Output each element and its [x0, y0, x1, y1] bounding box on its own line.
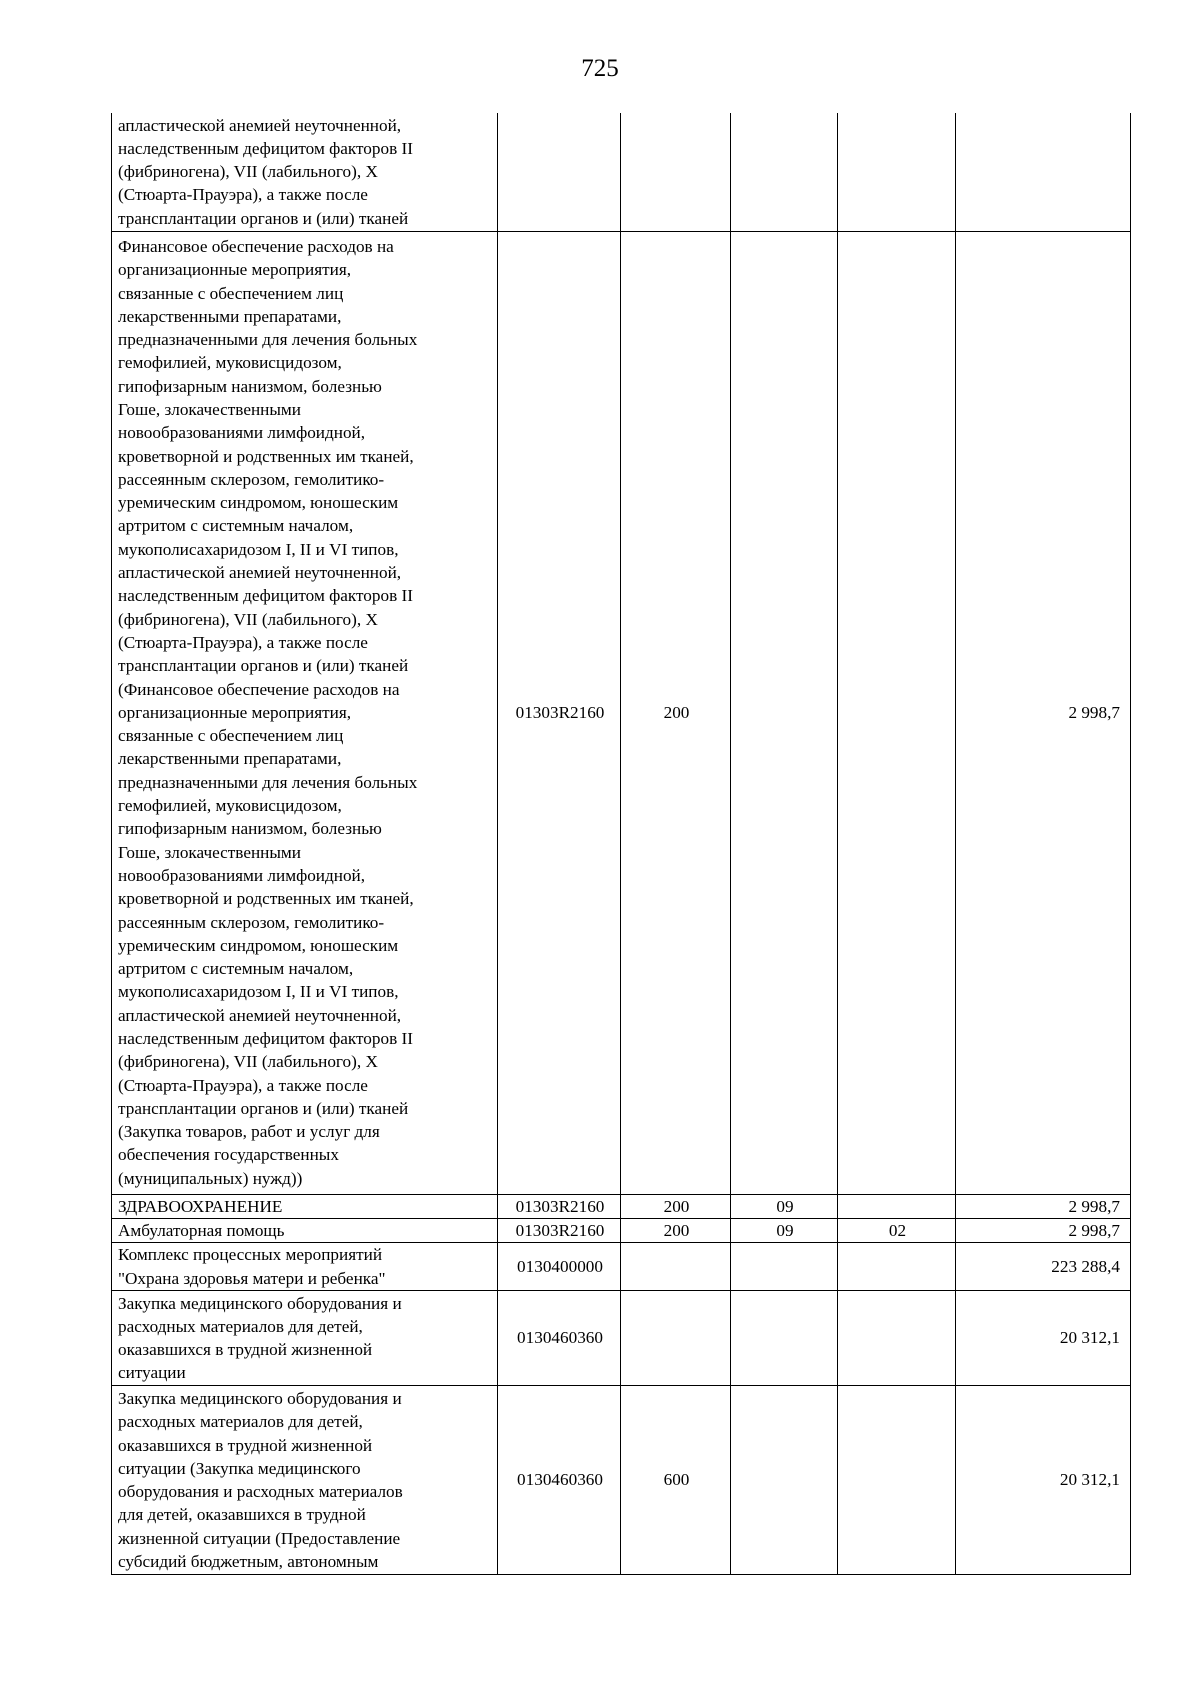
row-name-cell	[112, 113, 498, 231]
row-expense-type-cell: 200	[621, 1194, 731, 1218]
row-subsection-cell	[838, 1194, 956, 1218]
row-code-cell: 0130400000	[498, 1243, 621, 1291]
row-section-cell	[731, 1291, 838, 1386]
row-sum-cell: 20 312,1	[956, 1291, 1131, 1386]
row-name: Амбулаторная помощь	[118, 1220, 285, 1240]
row-expense-type-cell: 600	[621, 1386, 731, 1575]
row-name-cell	[112, 231, 498, 1194]
row-expense-type-cell: 200	[621, 1218, 731, 1242]
table-row	[112, 1194, 1131, 1218]
row-code-cell: 01303R2160	[498, 1194, 621, 1218]
row-section-cell	[731, 1386, 838, 1575]
row-subsection-cell	[838, 1243, 956, 1291]
table-row	[112, 231, 1131, 1194]
row-subsection-cell	[838, 113, 956, 231]
row-section-cell: 09	[731, 1218, 838, 1242]
row-sum-cell: 2 998,7	[956, 1218, 1131, 1242]
row-name: Комплекс процессных мероприятий "Охрана здоровья матери и ребенка"	[118, 1245, 386, 1288]
row-code-cell: 0130460360	[498, 1386, 621, 1575]
row-section-cell	[731, 1243, 838, 1291]
budget-table	[111, 113, 1131, 1575]
table-row	[112, 1243, 1131, 1291]
row-name-cell	[112, 1243, 498, 1291]
row-sum-cell: 2 998,7	[956, 231, 1131, 1194]
row-section-cell: 09	[731, 1194, 838, 1218]
row-expense-type-cell: 200	[621, 231, 731, 1194]
row-name: Закупка медицинского оборудования и расходных материалов для детей, оказавшихся в трудной жизненной ситуации	[118, 1293, 402, 1383]
row-sum-cell: 20 312,1	[956, 1386, 1131, 1575]
row-subsection-cell	[838, 1291, 956, 1386]
page-number: 725	[581, 55, 619, 82]
row-sum-cell: 223 288,4	[956, 1243, 1131, 1291]
row-expense-type-cell	[621, 1243, 731, 1291]
row-sum-cell	[956, 113, 1131, 231]
table-row	[112, 1386, 1131, 1575]
row-subsection-cell	[838, 231, 956, 1194]
row-name: апластической анемией неуточненной, наследственным дефицитом факторов II (фибриногена), VII (лабильного), X (Стюарта-Прауэра), а также после трансплантации органов и (или) тканей	[118, 115, 413, 228]
row-section-cell	[731, 113, 838, 231]
row-section-cell	[731, 231, 838, 1194]
row-code-cell: 01303R2160	[498, 231, 621, 1194]
row-name-cell	[112, 1218, 498, 1242]
row-code-cell: 0130460360	[498, 1291, 621, 1386]
row-expense-type-cell	[621, 1291, 731, 1386]
row-name-cell	[112, 1291, 498, 1386]
row-name: Закупка медицинского оборудования и расходных материалов для детей, оказавшихся в трудной жизненной ситуации (Закупка медицинского оборудования и расходных материалов для детей, оказавшихся в трудной жизненной ситуации (Предоставление субсидий бюджетным, автономным	[118, 1388, 403, 1571]
table-row	[112, 1218, 1131, 1242]
row-sum-cell: 2 998,7	[956, 1194, 1131, 1218]
table-row	[112, 1291, 1131, 1386]
row-code-cell: 01303R2160	[498, 1218, 621, 1242]
row-subsection-cell: 02	[838, 1218, 956, 1242]
row-name: Финансовое обеспечение расходов на организационные мероприятия, связанные с обеспечением лиц лекарственными препаратами, предназначенными для лечения больных гемофилией, муковисцидозом, гипофизарным нанизмом, болезнью Гоше, злокачественными новообразованиями лимфоидной, кроветворной и родственных им тканей, рассеянным склерозом, гемолитико- уремическим синдромом, юношеским артритом с системным началом, мукополисахаридозом I, II и VI типов, апластической анемией неуточненной, наследственным дефицитом факторов II (фибриногена), VII (лабильного), X (Стюарта-Прауэра), а также после трансплантации органов и (или) тканей (Финансовое обеспечение расходов на организационные мероприятия, связанные с обеспечением лиц лекарственными препаратами, предназначенными для лечения больных гемофилией, муковисцидозом, гипофизарным нанизмом, болезнью Гоше, злокачественными новообразованиями лимфоидной, кроветворной и родственных им тканей, рассеянным склерозом, гемолитико- уремическим синдромом, юношеским артритом с системным началом, мукополисахаридозом I, II и VI типов, апластической анемией неуточненной, наследственным дефицитом факторов II (фибриногена), VII (лабильного), X (Стюарта-Прауэра), а также после трансплантации органов и (или) тканей (Закупка товаров, работ и услуг для обеспечения государственных (муниципальных) нужд))	[118, 236, 418, 1188]
row-subsection-cell	[838, 1386, 956, 1575]
row-name: ЗДРАВООХРАНЕНИЕ	[118, 1196, 283, 1216]
row-name-cell	[112, 1386, 498, 1575]
row-code-cell	[498, 113, 621, 231]
row-name-cell	[112, 1194, 498, 1218]
row-expense-type-cell	[621, 113, 731, 231]
table-row	[112, 113, 1131, 231]
